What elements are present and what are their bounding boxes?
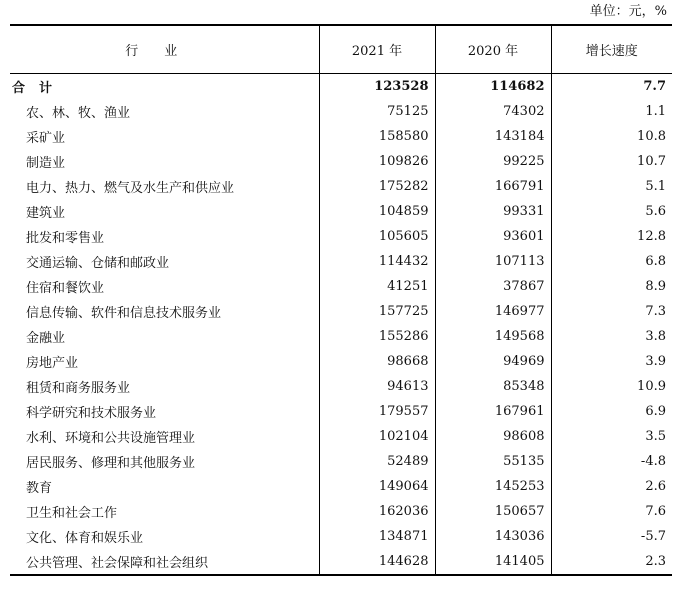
growth-cell: 10.9 (551, 374, 672, 399)
table-row (10, 349, 672, 374)
growth-cell: 6.8 (551, 249, 672, 274)
value-2021-cell: 157725 (319, 299, 435, 324)
value-2021-cell: 98668 (319, 349, 435, 374)
value-2021-cell: 52489 (319, 449, 435, 474)
value-2020-cell: 37867 (435, 274, 551, 299)
table-row (10, 299, 672, 324)
value-2021-cell: 158580 (319, 124, 435, 149)
industry-cell: 教育 (26, 481, 53, 496)
value-2020-cell: 94969 (435, 349, 551, 374)
header-2021: 2021 年 (319, 25, 435, 74)
value-2021-cell: 102104 (319, 424, 435, 449)
industry-cell: 信息传输、软件和信息技术服务业 (26, 306, 222, 321)
value-2020-cell: 107113 (435, 249, 551, 274)
value-2020-cell: 146977 (435, 299, 551, 324)
header-row (10, 25, 672, 74)
value-2021-cell: 179557 (319, 399, 435, 424)
value-2020-cell: 145253 (435, 474, 551, 499)
table-row (10, 399, 672, 424)
value-2021-cell: 75125 (319, 99, 435, 124)
table-row (10, 149, 672, 174)
growth-cell: -5.7 (551, 524, 672, 549)
header-industry: 行业 (10, 25, 319, 74)
total-label: 合计 (12, 81, 67, 96)
growth-cell: 6.9 (551, 399, 672, 424)
growth-cell: 7.6 (551, 499, 672, 524)
growth-cell: 12.8 (551, 224, 672, 249)
value-2020-cell: 93601 (435, 224, 551, 249)
value-2020-cell: 98608 (435, 424, 551, 449)
total-growth: 7.7 (551, 74, 672, 100)
value-2021-cell: 149064 (319, 474, 435, 499)
industry-cell: 科学研究和技术服务业 (26, 406, 157, 421)
value-2021-cell: 105605 (319, 224, 435, 249)
header-growth: 增长速度 (551, 25, 672, 74)
value-2021-cell: 109826 (319, 149, 435, 174)
growth-cell: 3.5 (551, 424, 672, 449)
table-row (10, 199, 672, 224)
value-2020-cell: 166791 (435, 174, 551, 199)
value-2020-cell: 99331 (435, 199, 551, 224)
industry-cell: 批发和零售业 (26, 231, 105, 246)
table-header (10, 25, 672, 74)
value-2020-cell: 167961 (435, 399, 551, 424)
value-2020-cell: 74302 (435, 99, 551, 124)
header-2020: 2020 年 (435, 25, 551, 74)
industry-cell: 电力、热力、燃气及水生产和供应业 (26, 181, 235, 196)
value-2021-cell: 144628 (319, 549, 435, 575)
table-row (10, 549, 672, 575)
table-row (10, 174, 672, 199)
industry-cell: 租赁和商务服务业 (26, 381, 131, 396)
growth-cell: 2.6 (551, 474, 672, 499)
growth-cell: 1.1 (551, 99, 672, 124)
total-row (10, 74, 672, 100)
industry-cell: 房地产业 (26, 356, 79, 371)
table-row (10, 249, 672, 274)
industry-cell: 文化、体育和娱乐业 (26, 531, 144, 546)
growth-cell: 3.9 (551, 349, 672, 374)
industry-cell: 制造业 (26, 156, 66, 171)
growth-cell: 8.9 (551, 274, 672, 299)
value-2020-cell: 143036 (435, 524, 551, 549)
total-2020: 114682 (435, 74, 551, 100)
value-2021-cell: 41251 (319, 274, 435, 299)
table-row (10, 124, 672, 149)
unit-note: 单位：元，% (589, 4, 667, 19)
industry-cell: 农、林、牧、渔业 (26, 106, 131, 121)
table-row (10, 224, 672, 249)
growth-cell: 3.8 (551, 324, 672, 349)
industry-cell: 住宿和餐饮业 (26, 281, 105, 296)
value-2020-cell: 85348 (435, 374, 551, 399)
value-2020-cell: 55135 (435, 449, 551, 474)
table-row (10, 499, 672, 524)
table-body (10, 74, 672, 576)
industry-cell: 金融业 (26, 331, 66, 346)
table-row (10, 449, 672, 474)
growth-cell: -4.8 (551, 449, 672, 474)
industry-cell: 采矿业 (26, 131, 66, 146)
value-2020-cell: 143184 (435, 124, 551, 149)
value-2020-cell: 99225 (435, 149, 551, 174)
table-row (10, 324, 672, 349)
growth-cell: 2.3 (551, 549, 672, 575)
wage-table (10, 24, 672, 576)
industry-cell: 建筑业 (26, 206, 66, 221)
industry-cell: 交通运输、仓储和邮政业 (26, 256, 170, 271)
value-2021-cell: 155286 (319, 324, 435, 349)
table-row (10, 474, 672, 499)
value-2020-cell: 150657 (435, 499, 551, 524)
value-2021-cell: 94613 (319, 374, 435, 399)
table-row (10, 424, 672, 449)
value-2021-cell: 175282 (319, 174, 435, 199)
table-row (10, 274, 672, 299)
growth-cell: 5.6 (551, 199, 672, 224)
table-row (10, 99, 672, 124)
table-row (10, 374, 672, 399)
value-2021-cell: 114432 (319, 249, 435, 274)
growth-cell: 5.1 (551, 174, 672, 199)
value-2021-cell: 104859 (319, 199, 435, 224)
growth-cell: 10.8 (551, 124, 672, 149)
industry-cell: 卫生和社会工作 (26, 506, 118, 521)
table-row (10, 524, 672, 549)
value-2021-cell: 162036 (319, 499, 435, 524)
value-2020-cell: 141405 (435, 549, 551, 575)
growth-cell: 7.3 (551, 299, 672, 324)
industry-cell: 公共管理、社会保障和社会组织 (10, 549, 319, 575)
total-2021: 123528 (319, 74, 435, 100)
value-2020-cell: 149568 (435, 324, 551, 349)
industry-cell: 水利、环境和公共设施管理业 (26, 431, 196, 446)
industry-cell: 居民服务、修理和其他服务业 (26, 456, 196, 471)
growth-cell: 10.7 (551, 149, 672, 174)
value-2021-cell: 134871 (319, 524, 435, 549)
